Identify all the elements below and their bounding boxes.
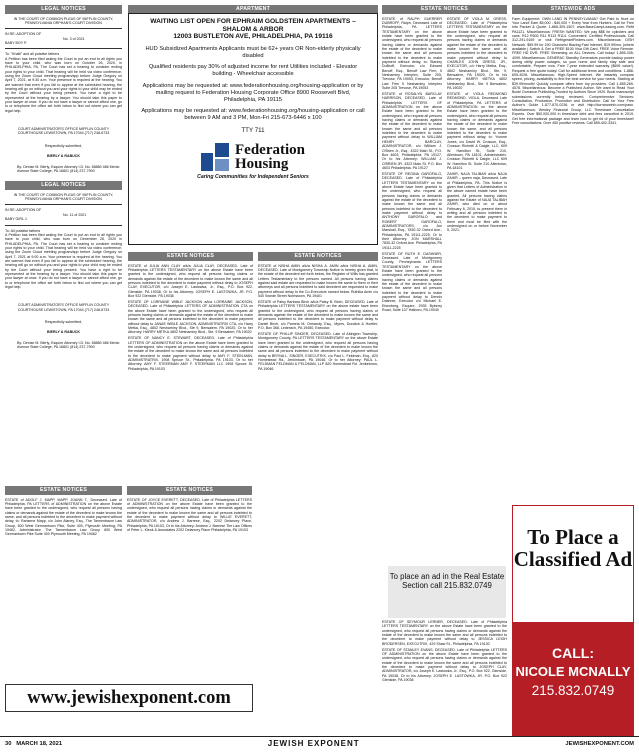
estate-column-5: [382, 5, 507, 561]
estate-dubroff: ESTATE of RALPH GUERRER DUBROFF, Ralph, Deceased Late of Philadelphia, PA LETTERS TESTAMENTARY on the above estate have been granted to the undersigned, who request all persons having claims or demands against the estate of the decedent to make known the same and all persons indebted to the decedent to make payment without delay, to: Stanley DuBroff, Executor, c/o Edward Benoff, Esq., Benoff Law Firm, 5 Neshaminy Interplex, Suite 205, Trevose, PA 19053, Executor. Benoff Law Firm 5 Neshaminy Interplex Suite 205 Trevose, PA 19053: [382, 16, 442, 91]
estate-header-c: ESTATE NOTICES: [128, 252, 253, 261]
estate-header-d: ESTATE NOTICES: [258, 252, 378, 261]
respectfully-2: Respectfully submitted,: [44, 320, 83, 324]
statewide-ads: Farm Equipment: OWN LAND IN PENNSYLVANIA? Get Paid to Hunt on Your Land! Earn $5,000 - $40,000 + Every Year from Hunters. Call for Free Info Packet & Quote. 1-866-309-1507. www.BaseCampLeasing.com. Ref# PA1121. Miscellaneous: FRESH WANTED: We pay $$$ for cylinders and cans. R12 R500 R11 R113 R114. Convenient. Certified Professionals. Call 312-291-9169 or visit RefrigerantFinders.com. Miscellaneous: DISH Network. $59.99 for 190 Channels! Blazing Fast Internet, $19.99/mo. (where available.) Switch & Get a FREE $100 Visa Gift Card. FREE Voice Remote. FREE HD DVR. FREE Streaming on ALL Devices. Call today! 1-855-335-4099. Miscellaneous: GENERAC Standby Generators provide backup power during utility power outages, so your home and family stay safe and comfortable. Prepare now. Free 7-year extended warranty ($695 value!). Request a free quote today! Call for additional terms and conditions. 1-888-605-4028. Miscellaneous: High-Speed Internet. We instantly compare speed, pricing, availability to find the best service for your needs. Starting at $39.99/month! Quickly compare offers from top providers. Call 1-855-269-4578. Miscellaneous: Become a Published Author. We want to Read Your Book! Dorrance Publishing-Trusted by Authors Since 1920. Book manuscript submissions currently being reviewed. Comprehensive Services: Consultation, Production, Promotion and Distribution. Call for Your Free Author's Guide 1-877-670-0236 or visit http://dorranceinfo.com/pasn. Miscellaneous: Wesley Financial Group, LLC Timeshare Cancellation Experts. Over $50,000,000 in timeshare debt and fees cancelled in 2019. Get free informational package and learn how to get rid of your timeshare! Free consultations. Over 450 positive reviews. Call 855-402-3341.: [512, 16, 634, 125]
case-caption: IN RE: ADOPTION OF: [5, 32, 42, 37]
court-notice-2: [5, 193, 122, 350]
estate-header-e: ESTATE NOTICES: [382, 5, 507, 14]
estate-header-a: ESTATE NOTICES: [5, 486, 122, 495]
apt-tty: TTY 711: [241, 126, 265, 134]
classified-call: CALL:: [552, 645, 594, 661]
attorney-block: By: Denise M. Bierly, Esquire Attorney I.D. No. 58880 486 Menlo Avenue State College, PA 16801 (814) 237-7900: [17, 164, 120, 173]
apt-address: 12003 BUSTLETON AVE, PHILADELPHIA, PA 19116: [173, 33, 333, 41]
estate-stewart: ESTATE OF NANCY E. STEWART, DECEASED. Late of Philadelphia LETTERS OF ADMINISTRATION on the above Estate have been granted to the undersigned, who request all persons having claims or demands against the estate of the decedent to make known the same and all persons indebted to the decedent to make payment without delay to AMY F. STEIN-MAN, ADMINISTRATRIX, 1908 Spruce St., Philadelphia, PA 19103, Or to her Attorney: AMY F. STEERMAN AMY F. STEERMAN LLC 1908 Spruce St. Philadelphia, PA 19103: [128, 336, 253, 371]
estate-clay: ESTATE of JULIA ANN CLAY a/k/a JULIA CLAY, DECEASED. Late of Philadelphia LETTERS TESTAMENTARY on the above Estate have been granted to the undersigned, who request all persons having claims or demands against the estate of the decedent to make known the same and all persons indebted to the decedent to make payment without delay to JOSEPH CLAY, EXECUTOR, c/o Joseph E. Lastowka, Jr., Esq., P.O. Box 922, Glenside, PA 19038, Or to his Attorney: JOSEPH E. LASTOWKA, JR. P.O. Box 922 Glenside, PA 19038: [128, 263, 253, 298]
classified-contact: NICOLE MCNALLY: [515, 664, 631, 679]
fed-logo-line1: Federation: [235, 141, 305, 158]
court-admin-2: COURT ADMINISTRATOR'S OFFICE MIFFLIN COUNTY COURTHOUSE LEWISTOWN, PA 17044 (717) 248-6733: [17, 303, 110, 312]
notice-body-2: A Petition has been filed asking the Court to put an end to all rights you have to your child, who was born on December 26, 2020 in PHILADELPHIA, PA. The Court has set a hearing to consider ending your rights to your child. That hearing will be held via video conference, using the Zoom Cloud meeting program/app before Judge Gregory on April 7, 2021 at 9:00 a.m. Your presence is required at the hearing. You are warned that even if you fail to appear at the scheduled hearing, the hearing will go on without you and your rights to your child may be ended by the Court without your being present. You have a right to be represented at the hearing by a lawyer. You should take this paper to your lawyer at once. If you do not have a lawyer or cannot afford one, go to or telephone the office set forth below to find out where you can get legal help.: [5, 232, 122, 289]
apt-utilities: Qualified residents pay 30% of adjusted income for rent Utilities included - Elevator building - Wheelchair accessible: [148, 64, 358, 78]
estate-column-4: [258, 252, 378, 732]
estate-redmond: ESTATE of VIOLA REDMOND REDMOND, VIOLA, Deceased Late of Philadelphia, PA LETTERS of ADMINISTRATION on the above Estate have been granted to the undersigned, who request all persons having claims or demands against the estate of the decedent to make known the same, and all persons indebted to the decedent to make payment without delay, to: Yvonne Jones, c/o David W. Crosson, Esq., Crosson Richetti & Daigle, LLC, 609 W. Hamilton St., Suite 210, Allentown, PA 18101, Administratrix. Crosson Richetti & Daigle, LLC 609 W. Hamilton St. Suite 210 Allentown, PA 18101: [447, 92, 507, 170]
law-firm: BIERLY & RABUCK: [47, 154, 80, 159]
apt-mail-request: Applications may be requested at: www.federationhousing.org/housing-application or by mailing request to Federation Housing Corporate Office 8900 Roosevelt Blvd, Philadelphia, PA 19115: [142, 82, 364, 103]
case-child-2: BABY GIRL J.: [5, 217, 28, 222]
estate-everett: ESTATE OF JOYCE EVERETT, DECEASED. Late of Philadelphia LETTERS of ADMINISTRATION on the above Estate have been granted to the undersigned, who request all persons having claims or demands against the estate of the decedent to make known the same and all persons indebted to the decedent to make payment without delay to WILLIE EVERETT, ADMINISTRATOR, c/o Andrew J. Barrese, Esq., 2202 Delancey Place, Philadelphia, PA 19103, Or to his Attorney: Andrew J. Barrese The Law Offices of Peter L. Klenk & Associates 2202 Delancey Place Philadelphia, PA 19103: [127, 497, 252, 532]
estate-birch: ESTATE of Patsy Barbara Birch a/k/a Patsy B. Birch, DECEASED. Late of Philadelphia LETTERS TESTAMENTARY on the above estate have been granted to the undersigned, who request all persons having claims or demands against the estate of the decedent to make known the same and all persons indebted to the decedent to make payment without delay to Daniel Birch, c/o Pamela M. Ormandy, Esq., Myers, Dundick & Hoefler, P.O. Box 368, Lederach, PA 19450, Executor.: [258, 299, 378, 330]
federation-housing-logo: [139, 143, 367, 171]
fed-tagline: Caring Communities for Independent Seniors: [197, 173, 309, 180]
apt-title: WAITING LIST OPEN FOR EPHRAIM GOLDSTEIN APARTMENTS – SHALOM & ARBOR: [150, 18, 356, 33]
apt-phone-request: Applications may be requested at: www.federationhousing.org/housing-application or call between 9 AM and 3 PM, Mon-Fri 215-673-6446 x 100: [141, 108, 365, 122]
notice-body: A Petition has been filed asking the Court to put an end to all rights you have to your child, who was born on October 26, 2020, in PHILADELPHIA, PA. The Court has set a hearing to consider ending your rights to your child. That hearing will be held via video conference, using the Zoom Cloud meeting program/app before Judge Gregory on April 7, 2021, at 9:30 a.m. Your presence is required at the hearing. You are warned that even if you fail to appear at the scheduled hearing, the hearing will go on without you and your rights to your child may be ended by the Court without your being present. You have a right to be represented at the hearing by a lawyer. You should take this paper to your lawyer at once. If you do not have a lawyer or cannot afford one, go to or telephone the office set forth below to find out where you can get legal help.: [5, 56, 122, 113]
federation-house-icon: [201, 143, 229, 171]
case-child: BABY BOY P.: [5, 40, 27, 45]
court-notice-1: [5, 17, 122, 174]
fed-logo-line2: Housing: [235, 155, 289, 172]
estate-jackson: ESTATE OF LORRAINE WIBLE JACKSON a/k/a LORRAINE JACKSON, DECEASED. Late of Philadelphia LETTERS OF ADMINISTRATION CTA on the above Estate have been granted to the undersigned, who request all persons having claims or demands against the estate of the decedent to make known the same and all persons indebted to the decedent to make payment without delay to JANAE WIBLE JACKSON, ADMINISTRATRIX CTA, c/o Harry Metka, Esq., 4802 Neshaminy Blvd., Ste 9, Bensalem, PA 19020, Or to her Attorney: HARRY METKA 4802 Neshaminy Blvd., Ste. 9 Bensalem, PA 19020: [128, 299, 253, 335]
real-estate-box: To place an ad in the Real Estate Section call 215.832.0749: [388, 566, 506, 618]
respectfully: Respectfully submitted,: [44, 143, 83, 148]
estate-dashner: ESTATE OF RUTH E. DASHNER, Deceased. Late of Montgomery County, Pennsylvania LETTERS TESTAMENTARY on the above Estate have been granted to the undersigned, who request all persons having claims or demands against the estate of the decedent to make known the same and all persons indebted to the decedent to make payment without delay to Dennis Dashner, Executor c/o Michael E. Eisenberg, Esquire, 2935 Byberry Road, Suite 107 Hatboro, PA 19040: [382, 251, 442, 313]
classified-ad: [512, 505, 634, 737]
apartment-ad: [128, 13, 378, 245]
estate-singer: ESTATE OF PHILLIP SINGER, DECEASED. Late of Abington Township, Montgomery County, PA LETTERS TESTAMENTARY on the above Estate have been granted to the undersigned, who request all persons having claims or demands against the estate of the decedent to make known the same and all persons indebted to the decedent to make payment without delay to BRYNA L. SINGER, EXECUTRIX, c/o Paul L. Feldman, Esq., 820 Homestead Rd., Jenkintown, PA 19046, Or to her Attorney: PAUL L. FELDMAN FELDMAN & FELDMAN, LLP 820 Homestead Rd. Jenkintown, PA 19046: [258, 331, 378, 371]
estate-gress: ESTATE OF VIOLA M. GRESS, DECEASED. Late of Philadelphia LETTERS TESTAMENTARY on the above Estate have been granted to the undersigned, who request all persons having claims or demands against the estate of the decedent to make known the same and all persons indebted to the decedent to make payment without delay to CHARLES JOHN GRESS, JR., EXECUTOR, c/o Harry Metka, Esq., 4802 Neshaminy Blvd., Ste. 9, Bensalem, PA 19020, Or to his Attorney: HARRY METKA 4802 Neshaminy Blvd., Ste. 9 Bensalem, PA 19020: [447, 16, 507, 91]
estate-harrison: ESTATE of ROSALYN BARCLAY HARRISON, DECEASED. Late of Philadelphia LETTERS OF ADMINISTRATION on the above Estate have been granted to the undersigned, who request all persons having claims or demands against the estate of the decedent to make known the same and all persons indebted to the decedent to make payment without delay to WILLIAM HENRY BARCLAY, ADMINISTRATOR, c/o William J. O'Brien Jr., Esq., 4322 Main St., P.O. Box 4603, Philadelphia, PA 19127, Or to his Attorney: WILLIAM J. O'BRIEN JR. 4322 Main St. P.O. Box 4603 Philadelphia, PA 19127: [382, 92, 442, 170]
estate-column-5-lower: [382, 620, 507, 732]
estate-garofalo: ESTATE OF REGINA GAROFALO, DECEASED. Late of Philadelphia LETTERS TESTAMENTARY on the above Estate have been granted to the undersigned, who request all persons having claims or demands against the estate of the decedent to make known the same and all persons indebted to the decedent to make payment without delay to ANTHONY GAROFALO and ROBERT GAROFALO, ADMINISTRATORS, c/o Jon Marshall, Esq., 7830-32 Oxford Ave., Philadelphia, PA 19111-2225, Or to their Attorney: JON MARSHALL 7830-32 Oxford Ave. Philadelphia, PA 19111-2225: [382, 171, 442, 250]
statewide-column: [512, 5, 634, 500]
website-banner[interactable]: www.jewishexponent.com: [5, 684, 253, 712]
estate-header-b: ESTATE NOTICES: [127, 486, 252, 495]
classified-phone[interactable]: 215.832.0749: [531, 683, 615, 698]
notice-to-2: To: All putative fathers: [5, 228, 41, 233]
publication-name: JEWISH EXPONENT: [267, 739, 360, 748]
estate-zahir: ZAHIR, NAJA TALIBAH a/k/a NAJA ZAHIR – queen naja, Deceased. Late of Philadelphia, PA. This Notice is given that Letters of Administration in the above named estate have been granted. All persons having claims against the Estate of NAJA TALIBAH ZAHIR, who died on or about February 6, 2019, to present them in writing and all persons indebted to the decedent to make payment to them and must be filed with the undersigned on or before November 5, 2021.: [447, 171, 507, 233]
attorney-block-2: By: Denise M. Bierly, Esquire Attorney I.D. No. 58880 486 Menlo Avenue State College, PA 16801 (814) 237-7900: [17, 340, 120, 350]
court-title-2: IN THE COURT OF COMMON PLEAS OF MIFFLIN COUNTY, PENNSYLVANIA ORPHAN'S COURT DIVISION: [13, 192, 114, 202]
footer-website[interactable]: JEWISHEXPONENT.COM: [565, 740, 634, 747]
page-footer: [0, 736, 639, 750]
estate-mapp: ESTATE of ADOLF J. MAPP, MAPP, JOANN T., Deceased. Late of Philadelphia, PA LETTERS of ADMINISTRATION on the above Estate have been granted to the undersigned, who request all persons having claims or demands against the estate of the decedent to make known the same, and all persons indebted to the decedent to make payment without delay, to: Rahsene Mapp, c/o John Alaney, Esq., The Tannenbaum Law Group, 600 West Germantown Pike, Suite 400, Plymouth Meeting, PA 19462, Administrator. The Tannenbaum Law Group 600 West Germantown Pike Suite 400 Plymouth Meeting, PA 19462: [5, 497, 122, 537]
estate-evans: ESTATE OF STANLEY EVANS, DECEASED. Late of Philadelphia LETTERS OF ADMINISTRATION on the above Estate have been granted to the undersigned, who request all persons having claims or demands against the estate of the decedent to make known the same and all persons indebted to the decedent to make payment without delay to JOSEPH CLAY, ADMINISTRATOR, c/o Joseph E. Lastowka, Jr., Esq., P.O. Box 922, Glenside, PA 19038, Or to his Attorney: JOSEPH E. LASTOWKA, JR. P.O. Box 922 Glenside, PA 19038: [382, 647, 507, 683]
case-caption-2: IN RE: ADOPTION OF: [5, 208, 42, 213]
statewide-header: STATEWIDE ADS: [512, 5, 634, 14]
case-number-2: No. 11 of 2021: [63, 212, 87, 217]
notice-to: To: "Khalil" and all putative fathers: [5, 52, 60, 57]
apartment-header: APARTMENT: [128, 5, 378, 14]
page-number: 30: [5, 740, 12, 747]
law-firm-2: BIERLY & RABUCK: [47, 330, 80, 335]
classified-title: To Place a Classified Ad: [513, 525, 633, 571]
section-header-2: LEGAL NOTICES: [5, 181, 122, 190]
case-number: No. 3 of 2021: [63, 36, 85, 41]
court-title: IN THE COURT OF COMMON PLEAS OF MIFFLIN COUNTY, PENNSYLVANIA ORPHAN'S COURT DIVISION: [13, 16, 114, 25]
issue-date: MARCH 18, 2021: [16, 740, 63, 747]
estate-amin: ESTATE of NISHA AMIN a/k/a NISHA A. AMIN a/k/a NISHA A. AMIN, DECEASED. Late of Montgomery Township Notice is hereby given that, in the estate of the decedent set forth below, the Register of Wills has granted Letters Testamentary to the persons named. All persons having claims against said estate are requested to make known the same to them or their attorneys and all persons indebted to said decedent are requested to make payment without delay to the Co-Executors named below. Ruthika Amin c/o 540 Swede Street Norristown, PA 19401: [258, 263, 378, 298]
section-header: LEGAL NOTICES: [5, 5, 122, 14]
estate-column-3: [128, 252, 253, 680]
apt-eligibility: HUD Subsidized Apartments Applicants must be 62+ years OR Non-elderly physically disabled: [145, 45, 361, 59]
court-admin: COURT ADMINISTRATOR'S OFFICE MIFFLIN COUNTY COURTHOUSE LEWISTOWN, PA 17044 (717) 248-6733: [17, 127, 110, 136]
estate-lerner: ESTATE OF SEYMOUR LERNER, DECEASED. Late of Philadelphia LETTERS TESTAMENTARY on the above Estate have been granted to the undersigned, who request all persons having claims or demands against the estate of the decedent to make known the same and all persons indebted to the decedent to make payment without delay to JESSICA LEIGH BRODERSEN, EXECUTRIX, 429 Shaw St., Philadelphia, PA 19130: [382, 620, 507, 646]
